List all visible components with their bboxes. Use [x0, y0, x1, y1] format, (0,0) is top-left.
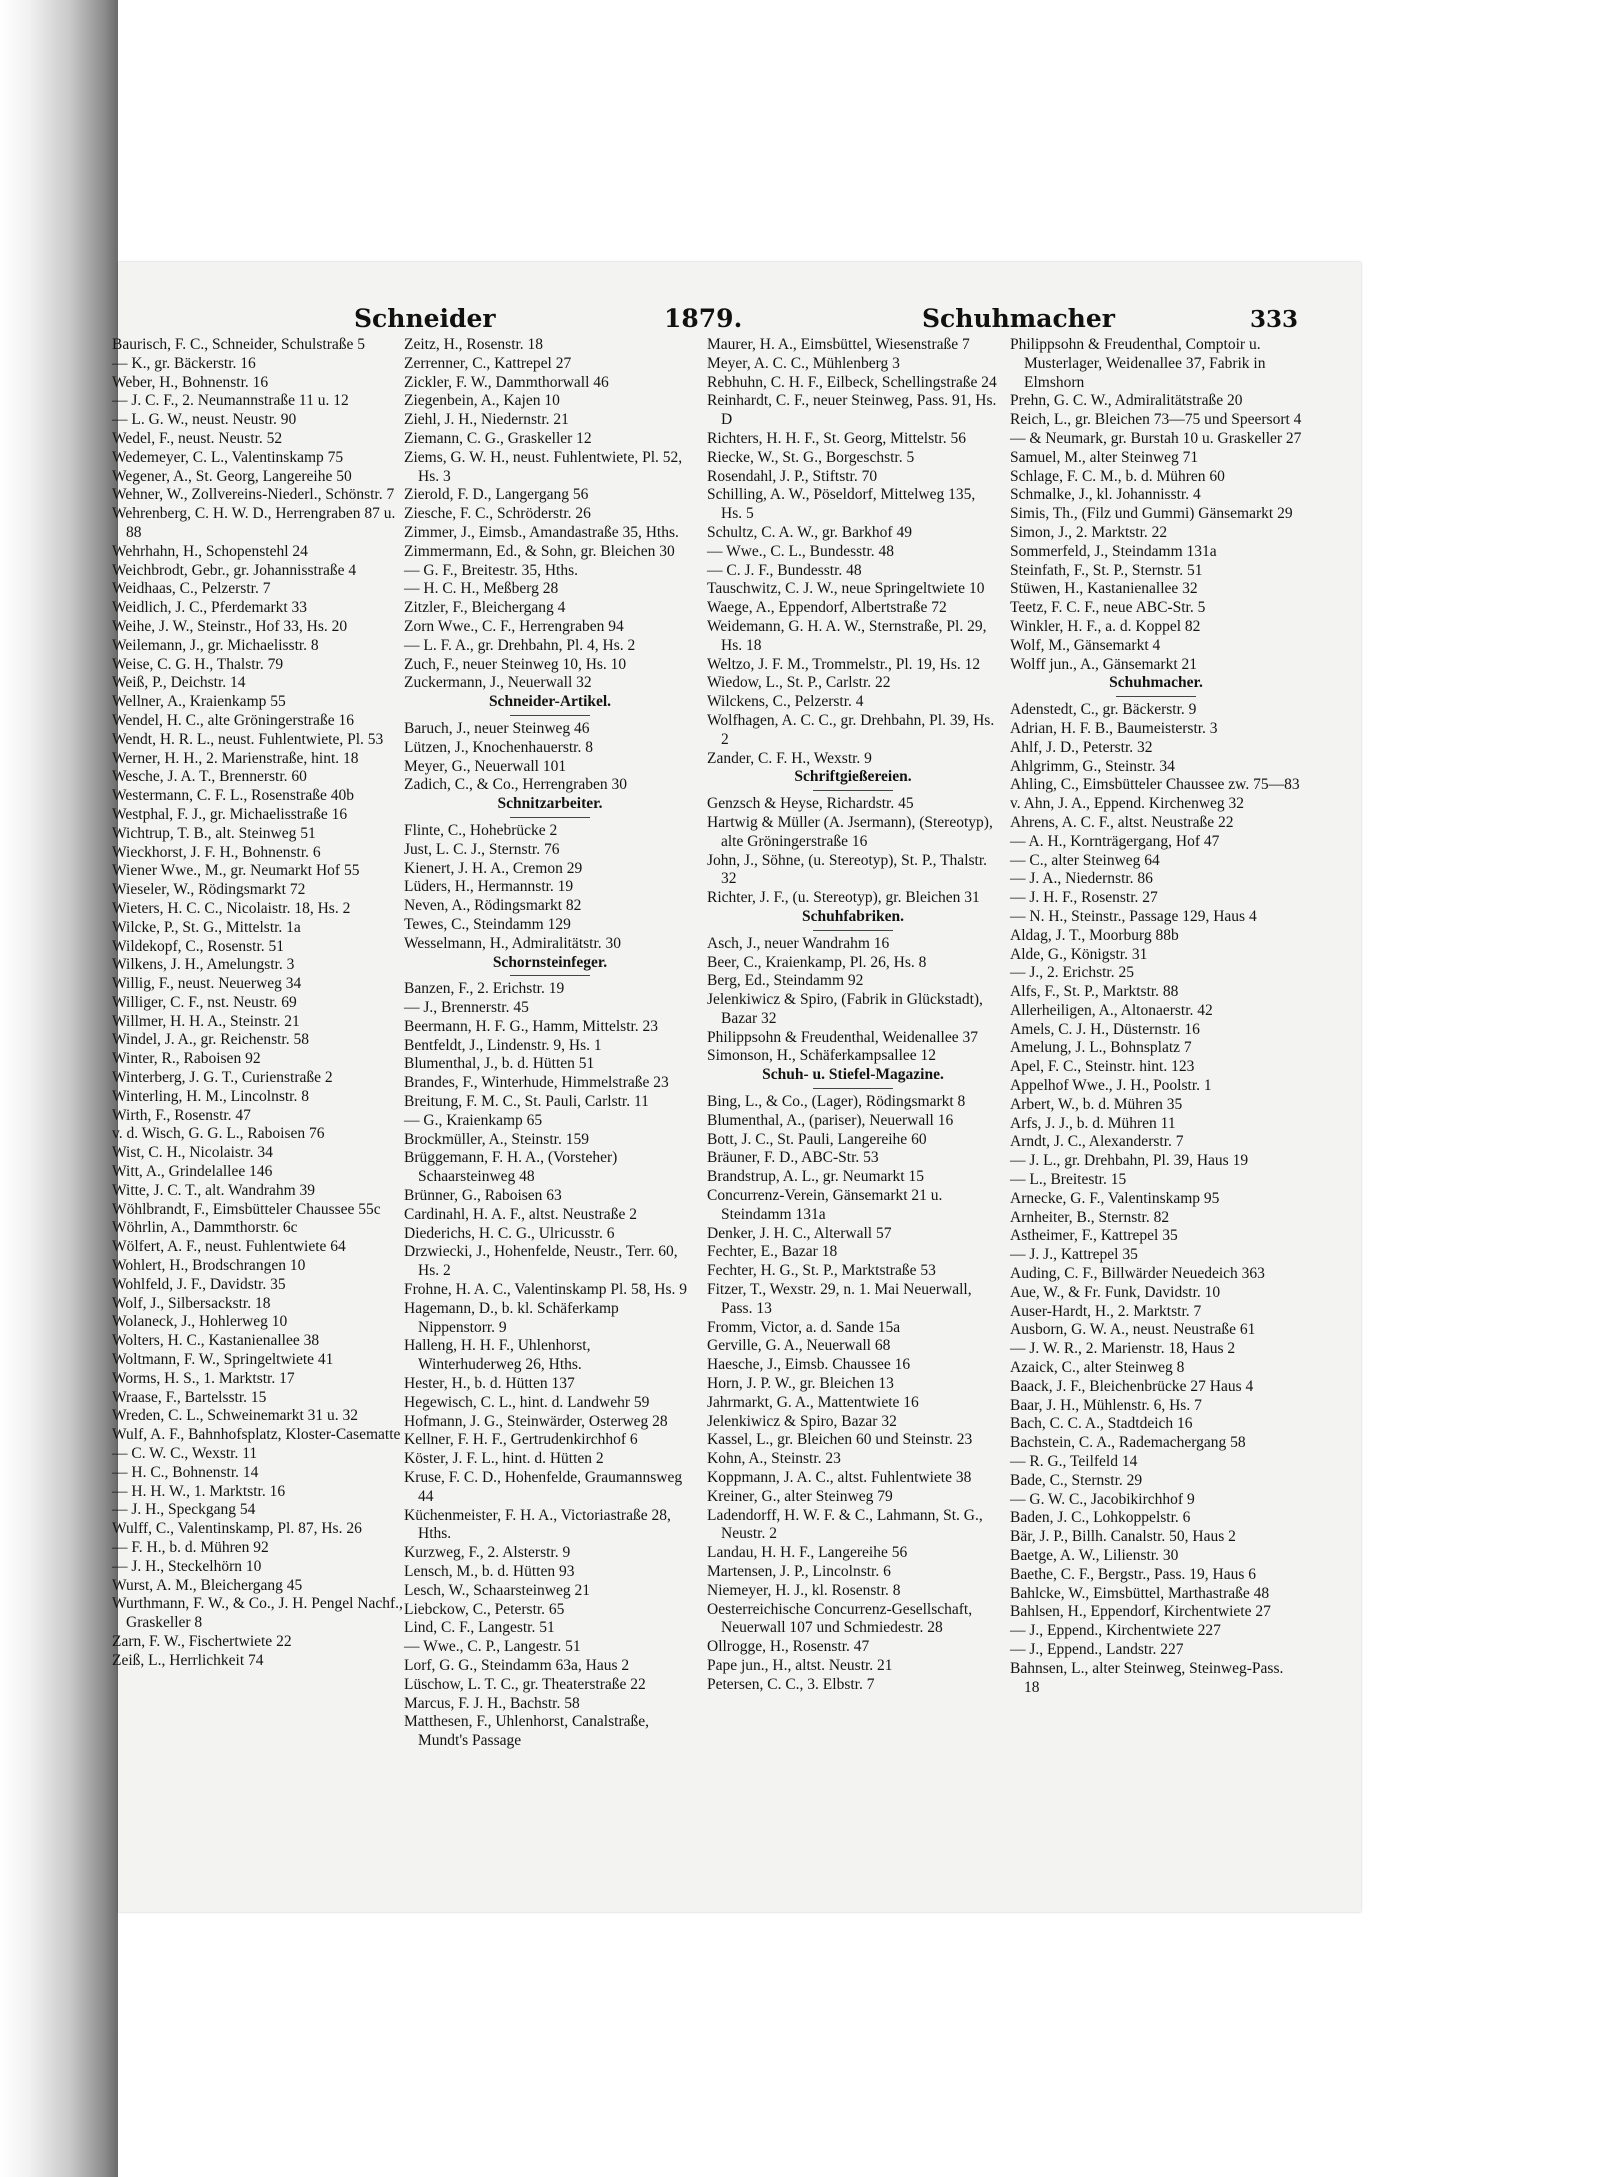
- directory-entry: Astheimer, F., Kattrepel 35: [1010, 1227, 1178, 1245]
- directory-entry: Kellner, F. H. F., Gertrudenkirchhof 6: [404, 1431, 638, 1449]
- directory-entry: Maurer, H. A., Eimsbüttel, Wiesenstraße 7: [707, 336, 970, 353]
- directory-entry: Koppmann, J. A. C., altst. Fuhlentwiete 38: [707, 1469, 972, 1487]
- directory-entry: — H. H. W., 1. Marktstr. 16: [112, 1482, 286, 1500]
- directory-entry: Ziems, G. W. H., neust. Fuhlentwiete, Pl. 52, Hs. 3: [404, 448, 683, 485]
- directory-entry: Köster, J. F. L., hint. d. Hütten 2: [404, 1450, 604, 1468]
- directory-entry: Bahlsen, H., Eppendorf, Kirchentwiete 27: [1010, 1603, 1271, 1621]
- directory-entry: Ziesche, F. C., Schröderstr. 26: [404, 505, 591, 523]
- directory-entry: Wilkens, J. H., Amelungstr. 3: [112, 956, 295, 974]
- directory-entry: Brüggemann, F. H. A., (Vorsteher) Schaarsteinweg 48: [404, 1149, 618, 1186]
- header-left-title: Schneider: [354, 304, 496, 333]
- directory-entry: — N. H., Steinstr., Passage 129, Haus 4: [1010, 907, 1257, 925]
- directory-entry: Rosendahl, J. P., Stiftstr. 70: [707, 467, 878, 485]
- section-rule: [510, 975, 590, 976]
- directory-entry: Brandes, F., Winterhude, Himmelstraße 23: [404, 1074, 669, 1092]
- directory-entry: Zorn Wwe., C. F., Herrengraben 94: [404, 617, 624, 635]
- directory-entry: Wendt, H. R. L., neust. Fuhlentwiete, Pl. 53: [112, 730, 384, 748]
- directory-entry: Wiener Wwe., M., gr. Neumarkt Hof 55: [112, 862, 360, 880]
- directory-entry: — J. H. F., Rosenstr. 27: [1010, 889, 1158, 907]
- directory-entry: Bär, J. P., Billh. Canalstr. 50, Haus 2: [1010, 1528, 1236, 1546]
- header-year: 1879.: [664, 304, 743, 333]
- directory-entry: — F. H., b. d. Mühren 92: [112, 1539, 269, 1556]
- directory-entry: Ahlgrimm, G., Steinstr. 34: [1010, 757, 1175, 775]
- page-number: 333: [1249, 306, 1298, 333]
- directory-entry: Reich, L., gr. Bleichen 73—75 und Speersort 4: [1010, 411, 1302, 429]
- directory-entry: Samuel, M., alter Steinweg 71: [1010, 448, 1199, 466]
- directory-entry: Horn, J. P. W., gr. Bleichen 13: [707, 1375, 894, 1393]
- directory-entry: Wehner, W., Zollvereins-Niederl., Schönstr. 7: [112, 486, 395, 504]
- directory-entry: Ausborn, G. W. A., neust. Neustraße 61: [1010, 1321, 1256, 1339]
- directory-entry: Blumenthal, J., b. d. Hütten 51: [404, 1055, 595, 1073]
- directory-entry: v. d. Wisch, G. G. L., Raboisen 76: [112, 1125, 325, 1143]
- directory-entry: Ladendorff, H. W. F. & C., Lahmann, St. G., Neustr. 2: [707, 1506, 983, 1543]
- directory-entry: Wolfhagen, A. C. C., gr. Drehbahn, Pl. 39, Hs. 2: [707, 711, 995, 748]
- directory-entry: Just, L. C. J., Sternstr. 76: [404, 840, 560, 858]
- directory-entry: Banzen, F., 2. Erichstr. 19: [404, 980, 565, 998]
- directory-entry: Appelhof Wwe., J. H., Poolstr. 1: [1010, 1077, 1212, 1095]
- directory-entry: Weltzo, J. F. M., Trommelstr., Pl. 19, Hs. 12: [707, 655, 981, 673]
- directory-entry: Ahrens, A. C. F., altst. Neustraße 22: [1010, 813, 1234, 831]
- directory-entry: Lensch, M., b. d. Hütten 93: [404, 1563, 575, 1580]
- directory-entry: — J., Eppend., Kirchentwiete 227: [1010, 1622, 1221, 1640]
- directory-entry: Schilling, A. W., Pöseldorf, Mittelweg 135, Hs. 5: [707, 486, 976, 523]
- directory-entry: Oesterreichische Concurrenz-Gesellschaft, Neuerwall 107 und Schmiedestr. 28: [707, 1600, 973, 1637]
- directory-entry: Baetge, A. W., Lilienstr. 30: [1010, 1547, 1179, 1564]
- directory-entry: Zarn, F. W., Fischertwiete 22: [112, 1632, 292, 1650]
- directory-entry: Williger, C. F., nst. Neustr. 69: [112, 993, 297, 1011]
- directory-entry: Wilckens, C., Pelzerstr. 4: [707, 693, 864, 711]
- directory-entry: — G. F., Breitestr. 35, Hths.: [404, 561, 578, 579]
- directory-entry: Drzwiecki, J., Hohenfelde, Neustr., Terr. 60, Hs. 2: [404, 1243, 678, 1280]
- section-heading: Schornsteinfeger.: [492, 953, 608, 971]
- directory-entry: Ziehl, J. H., Niedernstr. 21: [404, 411, 569, 429]
- directory-entry: Hartwig & Müller (A. Jsermann), (Stereotyp), alte Gröningerstraße 16: [707, 813, 993, 850]
- directory-entry: Fechter, E., Bazar 18: [707, 1243, 838, 1261]
- directory-entry: Westphal, F. J., gr. Michaelisstraße 16: [112, 805, 348, 823]
- directory-entry: Worms, H. S., 1. Marktstr. 17: [112, 1369, 295, 1387]
- section-rule: [510, 715, 590, 716]
- directory-entry: Wesche, J. A. T., Brennerstr. 60: [112, 768, 307, 786]
- directory-entry: Kruse, F. C. D., Hohenfelde, Graumannsweg 44: [404, 1469, 683, 1505]
- directory-entry: Ahlf, J. D., Peterstr. 32: [1010, 738, 1153, 756]
- directory-entry: Tauschwitz, C. J. W., neue Springeltwiete 10: [707, 580, 985, 598]
- directory-entry: Bade, C., Sternstr. 29: [1010, 1471, 1143, 1489]
- directory-entry: Wegener, A., St. Georg, Langereihe 50: [112, 467, 352, 485]
- column-4: [1010, 336, 1302, 1697]
- directory-entry: Haesche, J., Eimsb. Chaussee 16: [707, 1356, 911, 1374]
- directory-entry: Lind, C. F., Langestr. 51: [404, 1619, 555, 1637]
- directory-entry: Asch, J., neuer Wandrahm 16: [707, 934, 890, 952]
- directory-entry: Blumenthal, A., (pariser), Neuerwall 16: [707, 1111, 954, 1129]
- directory-entry: Wulff, C., Valentinskamp, Pl. 87, Hs. 26: [112, 1520, 362, 1538]
- directory-entry: Windel, J. A., gr. Reichenstr. 58: [112, 1031, 309, 1049]
- directory-entry: Wurst, A. M., Bleichergang 45: [112, 1576, 303, 1594]
- directory-entry: — L. G. W., neust. Neustr. 90: [112, 411, 297, 429]
- directory-entry: — Wwe., C. L., Bundesstr. 48: [707, 542, 894, 560]
- directory-entry: — J., Eppend., Landstr. 227: [1010, 1640, 1184, 1658]
- directory-entry: Frohne, H. A. C., Valentinskamp Pl. 58, Hs. 9: [404, 1281, 688, 1299]
- directory-entry: Hofmann, J. G., Steinwärder, Osterweg 28: [404, 1412, 668, 1430]
- directory-entry: Amelung, J. L., Bohnsplatz 7: [1010, 1039, 1192, 1057]
- directory-entry: Denker, J. H. C., Alterwall 57: [707, 1224, 892, 1242]
- directory-entry: Zander, C. F. H., Wexstr. 9: [707, 749, 872, 767]
- directory-entry: Bräuner, F. D., ABC-Str. 53: [707, 1149, 879, 1167]
- directory-entry: — C., alter Steinweg 64: [1010, 851, 1160, 869]
- directory-entry: Philippsohn & Freudenthal, Weidenallee 37: [707, 1028, 978, 1046]
- directory-entry: Baden, J. C., Lohkoppelstr. 6: [1010, 1509, 1191, 1527]
- directory-entry: Kienert, J. H. A., Cremon 29: [404, 859, 583, 877]
- directory-entry: Wolters, H. C., Kastanienallee 38: [112, 1332, 320, 1350]
- directory-entry: Arnheiter, B., Sternstr. 82: [1010, 1208, 1170, 1226]
- directory-entry: Rebhuhn, C. H. F., Eilbeck, Schellingstraße 24: [707, 373, 997, 391]
- directory-entry: — C. J. F., Bundesstr. 48: [707, 561, 862, 579]
- directory-entry: Neven, A., Rödingsmarkt 82: [404, 897, 582, 915]
- directory-entry: Lesch, W., Schaarsteinweg 21: [404, 1581, 590, 1599]
- directory-entry: Arbert, W., b. d. Mühren 35: [1010, 1095, 1183, 1113]
- directory-entry: — R. G., Teilfeld 14: [1010, 1453, 1138, 1471]
- directory-entry: Wendel, H. C., alte Gröningerstraße 16: [112, 711, 354, 729]
- directory-entry: Ziemann, C. G., Graskeller 12: [404, 429, 592, 447]
- directory-entry: Wichtrup, T. B., alt. Steinweg 51: [112, 824, 316, 842]
- directory-entry: Wesselmann, H., Admiralitätstr. 30: [404, 934, 622, 952]
- directory-entry: Fechter, H. G., St. P., Marktstraße 53: [707, 1262, 936, 1280]
- directory-entry: — L., Breitestr. 15: [1010, 1171, 1127, 1189]
- directory-entry: Wraase, F., Bartelsstr. 15: [112, 1388, 267, 1406]
- directory-entry: Simon, J., 2. Marktstr. 22: [1010, 523, 1168, 541]
- directory-entry: Willig, F., neust. Neuerweg 34: [112, 975, 302, 993]
- directory-entry: Lützen, J., Knochenhauerstr. 8: [404, 738, 593, 756]
- directory-entry: Petersen, C. C., 3. Elbstr. 7: [707, 1675, 875, 1693]
- directory-entry: Jelenkiwicz & Spiro, (Fabrik in Glückstadt), Bazar 32: [707, 991, 983, 1027]
- directory-entry: Wöhlbrandt, F., Eimsbütteler Chaussee 55c: [112, 1200, 381, 1218]
- directory-entry: Arndt, J. C., Alexanderstr. 7: [1010, 1133, 1184, 1151]
- directory-entry: — J. H., Steckelhörn 10: [112, 1557, 262, 1575]
- directory-entry: Bach, C. C. A., Stadtdeich 16: [1010, 1415, 1193, 1433]
- directory-entry: Arnecke, G. F., Valentinskamp 95: [1010, 1189, 1220, 1207]
- directory-entry: Weichbrodt, Gebr., gr. Johannisstraße 4: [112, 561, 357, 579]
- directory-entry: Bott, J. C., St. Pauli, Langereihe 60: [707, 1130, 927, 1148]
- directory-entry: John, J., Söhne, (u. Stereotyp), St. P., Thalstr. 32: [707, 851, 988, 888]
- directory-entry: — L. F. A., gr. Drehbahn, Pl. 4, Hs. 2: [404, 636, 636, 654]
- directory-entry: — J. C. F., 2. Neumannstraße 11 u. 12: [112, 392, 349, 410]
- directory-entry: Ollrogge, H., Rosenstr. 47: [707, 1638, 870, 1656]
- directory-entry: Wilcke, P., St. G., Mittelstr. 1a: [112, 918, 301, 936]
- directory-entry: Genzsch & Heyse, Richardstr. 45: [707, 795, 914, 813]
- directory-entry: — C. W. C., Wexstr. 11: [112, 1445, 258, 1463]
- directory-entry: Weber, H., Bohnenstr. 16: [112, 373, 269, 391]
- section-heading: Schnitzarbeiter.: [497, 795, 603, 813]
- directory-entry: Adenstedt, C., gr. Bäckerstr. 9: [1010, 701, 1197, 719]
- directory-entry: Allerheiligen, A., Altonaerstr. 42: [1010, 1001, 1213, 1019]
- directory-entry: Bachstein, C. A., Rademachergang 58: [1010, 1434, 1246, 1452]
- directory-entry: Winter, R., Raboisen 92: [112, 1050, 261, 1068]
- directory-entry: Aldag, J. T., Moorburg 88b: [1010, 926, 1179, 944]
- directory-entry: Wehrenberg, C. H. W. D., Herrengraben 87 u. 88: [112, 505, 396, 541]
- directory-entry: Lüschow, L. T. C., gr. Theaterstraße 22: [404, 1675, 646, 1693]
- directory-entry: Steinfath, F., St. P., Sternstr. 51: [1010, 561, 1203, 579]
- directory-entry: Fromm, Victor, a. d. Sande 15a: [707, 1318, 901, 1336]
- section-rule: [813, 790, 893, 791]
- directory-entry: Wiedow, L., St. P., Carlstr. 22: [707, 674, 891, 692]
- column-3: [707, 336, 999, 1695]
- section-heading: Schriftgießereien.: [794, 768, 912, 786]
- directory-entry: Brandstrup, A. L., gr. Neumarkt 15: [707, 1168, 924, 1186]
- directory-entry: Zuckermann, J., Neuerwall 32: [404, 674, 592, 692]
- directory-entry: Sommerfeld, J., Steindamm 131a: [1010, 542, 1217, 560]
- directory-entry: Weihe, J. W., Steinstr., Hof 33, Hs. 20: [112, 617, 348, 635]
- directory-entry: Jahrmarkt, G. A., Mattentwiete 16: [707, 1393, 919, 1411]
- directory-entry: Azaick, C., alter Steinweg 8: [1010, 1359, 1185, 1377]
- section-rule: [510, 817, 590, 818]
- directory-entry: Meyer, G., Neuerwall 101: [404, 757, 567, 775]
- directory-entry: — K., gr. Bäckerstr. 16: [112, 354, 256, 372]
- directory-entry: Alfs, F., St. P., Marktstr. 88: [1010, 983, 1179, 1001]
- directory-entry: Concurrenz-Verein, Gänsemarkt 21 u. Steindamm 131a: [707, 1187, 943, 1223]
- directory-entry: Niemeyer, H. J., kl. Rosenstr. 8: [707, 1581, 901, 1599]
- directory-entry: Tewes, C., Steindamm 129: [404, 915, 571, 933]
- directory-entry: Beermann, H. F. G., Hamm, Mittelstr. 23: [404, 1017, 659, 1035]
- directory-entry: Wöhrlin, A., Dammthorstr. 6c: [112, 1219, 298, 1237]
- directory-entry: Landau, H. H. F., Langereihe 56: [707, 1544, 908, 1562]
- directory-entry: Wieters, H. C. C., Nicolaistr. 18, Hs. 2: [112, 899, 351, 917]
- directory-entry: Breitung, F. M. C., St. Pauli, Carlstr. 11: [404, 1093, 649, 1111]
- directory-entry: Wirth, F., Rosenstr. 47: [112, 1106, 251, 1124]
- directory-entry: Wolf, J., Silbersackstr. 18: [112, 1294, 271, 1312]
- directory-entry: Lorf, G. G., Steindamm 63a, Haus 2: [404, 1656, 630, 1674]
- section-heading: Schuhmacher.: [1109, 674, 1203, 692]
- directory-entry: Hegewisch, C. L., hint. d. Landwehr 59: [404, 1393, 650, 1411]
- directory-entry: Jelenkiwicz & Spiro, Bazar 32: [707, 1412, 897, 1430]
- directory-entry: Zierold, F. D., Langergang 56: [404, 486, 589, 504]
- directory-entry: Meyer, A. C. C., Mühlenberg 3: [707, 354, 900, 372]
- directory-entry: Weise, C. G. H., Thalstr. 79: [112, 655, 284, 673]
- directory-entry: — & Neumark, gr. Burstah 10 u. Graskeller 27: [1010, 429, 1302, 447]
- directory-entry: Weiß, P., Deichstr. 14: [112, 674, 246, 692]
- directory-entry: Witte, J. C. T., alt. Wandrahm 39: [112, 1181, 316, 1199]
- directory-entry: Bing, L., & Co., (Lager), Rödingsmarkt 8: [707, 1093, 966, 1111]
- directory-entry: Philippsohn & Freudenthal, Comptoir u. Musterlager, Weidenallee 37, Fabrik in Elmshorn: [1010, 336, 1266, 391]
- directory-entry: — J. W. R., 2. Marienstr. 18, Haus 2: [1010, 1340, 1236, 1358]
- directory-entry: Bahlcke, W., Eimsbüttel, Marthastraße 48: [1010, 1584, 1270, 1602]
- section-rule: [813, 1088, 893, 1089]
- directory-entry: Wurthmann, F. W., & Co., J. H. Pengel Nachf., Graskeller 8: [112, 1595, 403, 1632]
- directory-entry: Wohlfeld, J. F., Davidstr. 35: [112, 1275, 286, 1293]
- directory-entry: Schmalke, J., kl. Johannisstr. 4: [1010, 486, 1201, 504]
- directory-entry: Pape jun., H., altst. Neustr. 21: [707, 1656, 893, 1674]
- directory-entry: Auding, C. F., Billwärder Neuedeich 363: [1010, 1265, 1265, 1283]
- directory-entry: Wolaneck, J., Hohlerweg 10: [112, 1313, 288, 1331]
- directory-entry: Liebckow, C., Peterstr. 65: [404, 1600, 565, 1618]
- directory-entry: Winterling, H. M., Lincolnstr. 8: [112, 1087, 309, 1105]
- directory-entry: Witt, A., Grindelallee 146: [112, 1163, 273, 1181]
- directory-entry: Zerrenner, C., Kattrepel 27: [404, 354, 572, 372]
- directory-entry: Amels, C. J. H., Düsternstr. 16: [1010, 1020, 1200, 1038]
- directory-entry: Wedemeyer, C. L., Valentinskamp 75: [112, 448, 344, 466]
- directory-entry: Kreiner, G., alter Steinweg 79: [707, 1487, 893, 1505]
- directory-entry: Wohlert, H., Brodschrangen 10: [112, 1257, 306, 1275]
- directory-entry: Flinte, C., Hohebrücke 2: [404, 821, 558, 839]
- directory-entry: — J. L., gr. Drehbahn, Pl. 39, Haus 19: [1010, 1152, 1249, 1170]
- directory-entry: Bahnsen, L., alter Steinweg, Steinweg-Pass. 18: [1010, 1659, 1284, 1696]
- header-right-title: Schuhmacher: [922, 304, 1115, 333]
- directory-entry: Zadich, C., & Co., Herrengraben 30: [404, 776, 627, 794]
- directory-entry: Hagemann, D., b. kl. Schäferkamp Nippenstorr. 9: [404, 1299, 619, 1336]
- directory-entry: Zeitz, H., Rosenstr. 18: [404, 336, 544, 353]
- directory-entry: Kurzweg, F., 2. Alsterstr. 9: [404, 1544, 571, 1562]
- directory-entry: — J., Brennerstr. 45: [404, 999, 529, 1017]
- directory-entry: Arfs, J. J., b. d. Mühren 11: [1010, 1114, 1176, 1132]
- directory-entry: Adrian, H. F. B., Baumeisterstr. 3: [1010, 719, 1218, 737]
- directory-entry: Hester, H., b. d. Hütten 137: [404, 1375, 575, 1393]
- directory-entry: Alde, G., Königstr. 31: [1010, 945, 1148, 963]
- directory-entry: Wolf, M., Gänsemarkt 4: [1010, 636, 1161, 654]
- directory-entry: — J., 2. Erichstr. 25: [1010, 964, 1134, 982]
- directory-entry: Wieckhorst, J. F. H., Bohnenstr. 6: [112, 843, 321, 861]
- section-rule: [813, 930, 893, 931]
- directory-entry: Küchenmeister, F. H. A., Victoriastraße 28, Hths.: [404, 1506, 671, 1543]
- directory-entry: — G., Kraienkamp 65: [404, 1111, 543, 1129]
- directory-entry: v. Ahn, J. A., Eppend. Kirchenweg 32: [1010, 795, 1245, 813]
- directory-entry: Baethe, C. F., Bergstr., Pass. 19, Haus 6: [1010, 1565, 1257, 1583]
- directory-entry: Zitzler, F., Bleichergang 4: [404, 599, 566, 617]
- directory-entry: Ziegenbein, A., Kajen 10: [404, 392, 560, 410]
- section-heading: Schuhfabriken.: [801, 907, 905, 925]
- directory-entry: Wolff jun., A., Gänsemarkt 21: [1010, 655, 1198, 673]
- directory-entry: Zickler, F. W., Dammthorwall 46: [404, 373, 609, 391]
- directory-entry: Schultz, C. A. W., gr. Barkhof 49: [707, 523, 912, 541]
- directory-entry: Berg, Ed., Steindamm 92: [707, 972, 864, 990]
- directory-entry: Stüwen, H., Kastanienallee 32: [1010, 580, 1198, 598]
- directory-entry: Aue, W., & Fr. Funk, Davidstr. 10: [1010, 1283, 1221, 1301]
- directory-entry: Zimmermann, Ed., & Sohn, gr. Bleichen 30: [404, 542, 675, 560]
- directory-entry: Beer, C., Kraienkamp, Pl. 26, Hs. 8: [707, 953, 927, 971]
- section-heading: Schneider-Artikel.: [488, 693, 612, 711]
- directory-entry: Bentfeldt, J., Lindenstr. 9, Hs. 1: [404, 1036, 602, 1054]
- directory-entry: Prehn, G. C. W., Admiralitätstraße 20: [1010, 392, 1243, 410]
- directory-entry: Brockmüller, A., Steinstr. 159: [404, 1130, 589, 1148]
- directory-entry: Baruch, J., neuer Steinweg 46: [404, 719, 590, 737]
- directory-entry: Ahling, C., Eimsbütteler Chaussee zw. 75—83: [1010, 776, 1300, 794]
- directory-entry: Baack, J. F., Bleichenbrücke 27 Haus 4: [1010, 1377, 1254, 1395]
- directory-entry: Wehrhahn, H., Schopenstehl 24: [112, 542, 308, 560]
- column-2: [404, 336, 696, 1751]
- directory-entry: Westermann, C. F. L., Rosenstraße 40b: [112, 787, 355, 805]
- directory-entry: — H. C., Bohnenstr. 14: [112, 1463, 259, 1481]
- directory-entry: Fitzer, T., Wexstr. 29, n. 1. Mai Neuerwall, Pass. 13: [707, 1281, 972, 1317]
- directory-entry: Brünner, G., Raboisen 63: [404, 1187, 562, 1205]
- directory-entry: Richters, H. H. F., St. Georg, Mittelstr. 56: [707, 429, 966, 447]
- directory-entry: Wreden, C. L., Schweinemarkt 31 u. 32: [112, 1407, 359, 1425]
- directory-entry: Wellner, A., Kraienkamp 55: [112, 693, 286, 711]
- directory-entry: Wedel, F., neust. Neustr. 52: [112, 429, 283, 447]
- directory-entry: Martensen, J. P., Lincolnstr. 6: [707, 1563, 891, 1580]
- directory-entry: Wulf, A. F., Bahnhofsplatz, Kloster-Casematte: [112, 1426, 401, 1444]
- directory-entry: Simis, Th., (Filz und Gummi) Gänsemarkt 29: [1010, 505, 1293, 523]
- directory-entry: Teetz, F. C. F., neue ABC-Str. 5: [1010, 599, 1206, 617]
- directory-entry: — A. H., Kornträgergang, Hof 47: [1010, 832, 1220, 850]
- directory-entry: Zeiß, L., Herrlichkeit 74: [112, 1651, 264, 1669]
- directory-entry: — J. H., Speckgang 54: [112, 1501, 256, 1519]
- directory-entry: Winterberg, J. G. T., Curienstraße 2: [112, 1069, 333, 1087]
- directory-entry: Diederichs, H. C. G., Ulricusstr. 6: [404, 1224, 615, 1242]
- directory-entry: Wieseler, W., Rödingsmarkt 72: [112, 881, 306, 899]
- directory-entry: Riecke, W., St. G., Borgeschstr. 5: [707, 448, 915, 466]
- directory-entry: Baar, J. H., Mühlenstr. 6, Hs. 7: [1010, 1396, 1202, 1414]
- directory-entry: Richter, J. F., (u. Stereotyp), gr. Bleichen 31: [707, 889, 980, 907]
- directory-entry: Werner, H. H., 2. Marienstraße, hint. 18: [112, 749, 359, 767]
- directory-entry: Cardinahl, H. A. F., altst. Neustraße 2: [404, 1205, 637, 1223]
- directory-entry: Weidlich, J. C., Pferdemarkt 33: [112, 599, 308, 617]
- directory-entry: Matthesen, F., Uhlenhorst, Canalstraße, Mundt's Passage: [404, 1713, 649, 1750]
- directory-entry: — Wwe., C. P., Langestr. 51: [404, 1638, 581, 1656]
- directory-entry: Woltmann, F. W., Springeltwiete 41: [112, 1351, 334, 1369]
- section-heading: Schuh- u. Stiefel-Magazine.: [762, 1066, 944, 1084]
- directory-entry: — J. A., Niedernstr. 86: [1010, 870, 1153, 888]
- directory-entry: — G. W. C., Jacobikirchhof 9: [1010, 1490, 1195, 1508]
- directory-entry: — J. J., Kattrepel 35: [1010, 1246, 1138, 1264]
- directory-entry: Apel, F. C., Steinstr. hint. 123: [1010, 1058, 1195, 1076]
- directory-entry: Weilemann, J., gr. Michaelisstr. 8: [112, 636, 319, 654]
- directory-entry: Wist, C. H., Nicolaistr. 34: [112, 1144, 273, 1162]
- directory-entry: Marcus, F. J. H., Bachstr. 58: [404, 1694, 580, 1712]
- directory-entry: Willmer, H. H. A., Steinstr. 21: [112, 1012, 300, 1030]
- directory-entry: Halleng, H. H. F., Uhlenhorst, Winterhuderweg 26, Hths.: [404, 1337, 591, 1374]
- directory-entry: Wölfert, A. F., neust. Fuhlentwiete 64: [112, 1238, 346, 1256]
- directory-entry: Kohn, A., Steinstr. 23: [707, 1450, 841, 1468]
- directory-entry: Waege, A., Eppendorf, Albertstraße 72: [707, 599, 947, 617]
- directory-entry: Wildekopf, C., Rosenstr. 51: [112, 937, 285, 955]
- directory-entry: — H. C. H., Meßberg 28: [404, 580, 559, 598]
- directory-entry: Weidhaas, C., Pelzerstr. 7: [112, 580, 271, 598]
- directory-entry: Kassel, L., gr. Bleichen 60 und Steinstr. 23: [707, 1431, 973, 1449]
- directory-entry: Zuch, F., neuer Steinweg 10, Hs. 10: [404, 655, 627, 673]
- directory-entry: Schlage, F. C. M., b. d. Mühren 60: [1010, 467, 1225, 485]
- directory-entry: Weidemann, G. H. A. W., Sternstraße, Pl. 29, Hs. 18: [707, 617, 987, 654]
- section-rule: [1116, 696, 1196, 697]
- directory-entry: Winkler, H. F., a. d. Koppel 82: [1010, 617, 1201, 635]
- directory-entry: Auser-Hardt, H., 2. Marktstr. 7: [1010, 1302, 1202, 1320]
- directory-entry: Simonson, H., Schäferkampsallee 12: [707, 1047, 937, 1065]
- directory-entry: Zimmer, J., Eimsb., Amandastraße 35, Hths.: [404, 523, 679, 541]
- directory-entry: Lüders, H., Hermannstr. 19: [404, 878, 574, 896]
- column-1: [112, 336, 404, 1671]
- directory-entry: Baurisch, F. C., Schneider, Schulstraße 5: [112, 336, 365, 353]
- directory-entry: Reinhardt, C. F., neuer Steinweg, Pass. 91, Hs. D: [707, 392, 997, 429]
- book-spine-shadow: [0, 0, 118, 2177]
- directory-entry: Gerville, G. A., Neuerwall 68: [707, 1337, 891, 1355]
